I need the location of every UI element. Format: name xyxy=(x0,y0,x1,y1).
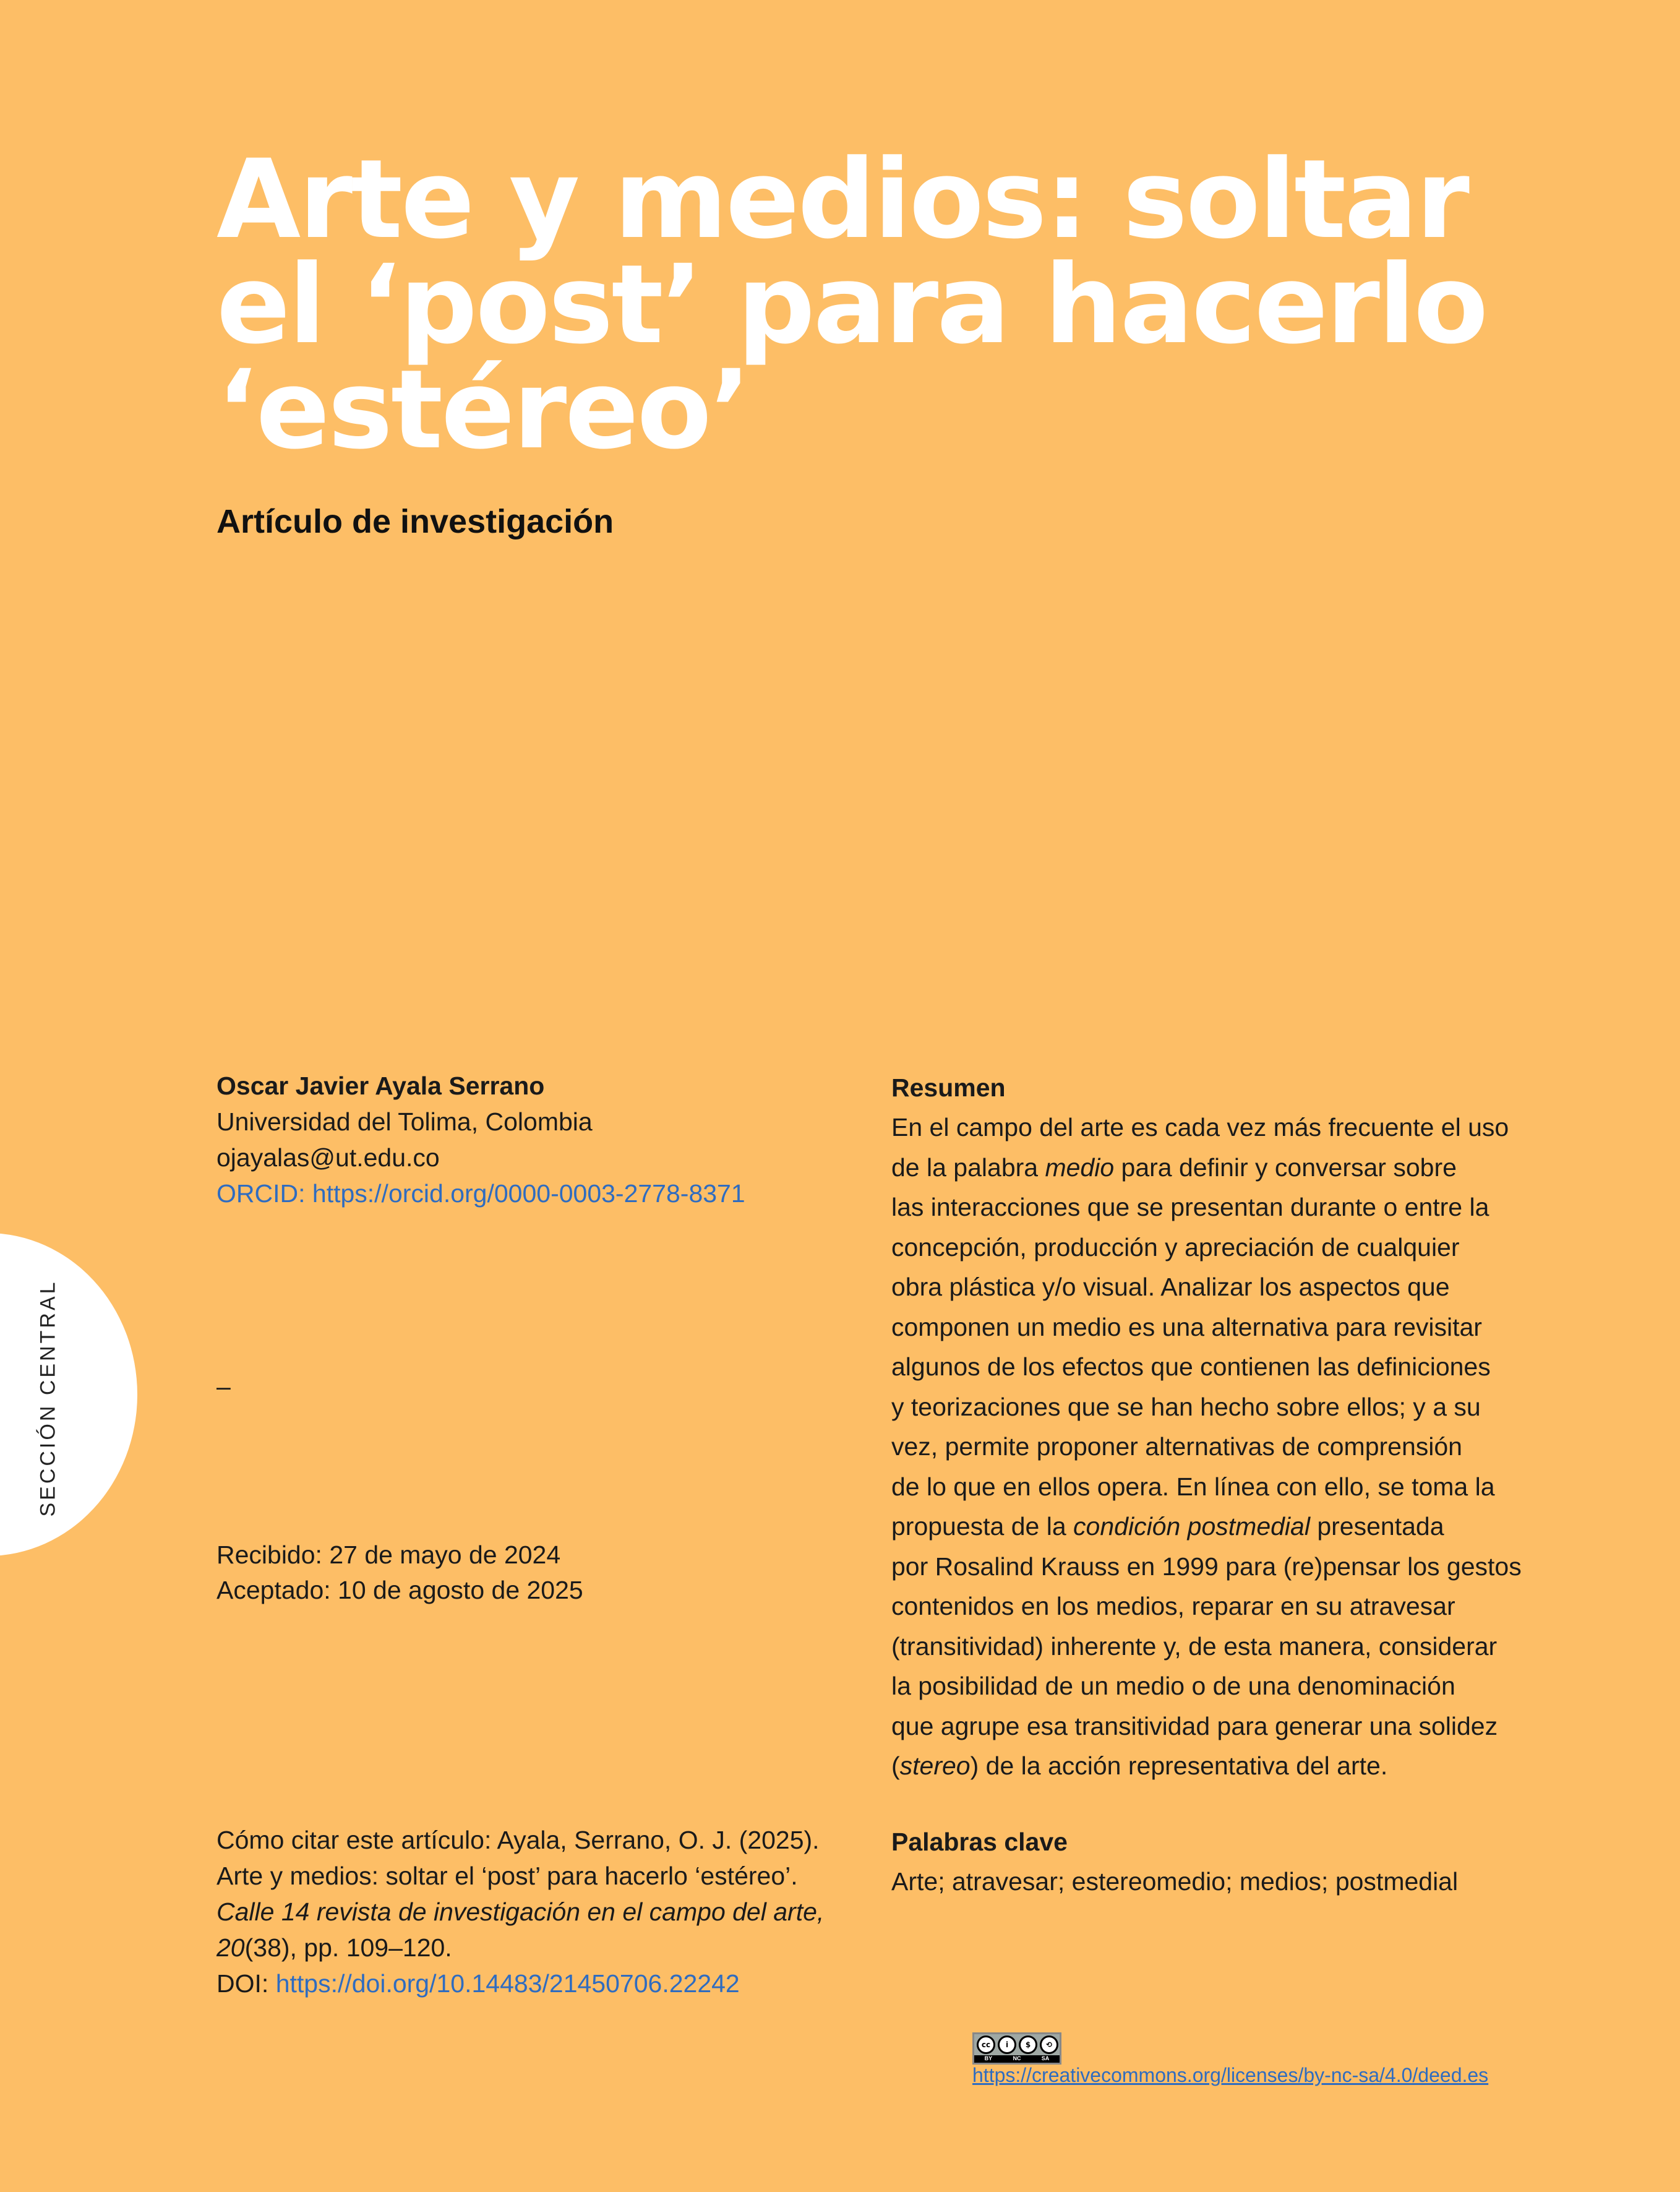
citation-volume: 20 xyxy=(216,1933,245,1962)
article-type: Artículo de investigación xyxy=(216,503,614,540)
abstract-text: propuesta de la xyxy=(891,1512,1074,1541)
author-orcid-link[interactable]: ORCID: https://orcid.org/0000-0003-2778-8371 xyxy=(216,1179,745,1208)
abstract-line xyxy=(891,1148,1535,1188)
noncommercial-icon: $ xyxy=(1019,2035,1037,2054)
received-date: Recibido: 27 de mayo de 2024 xyxy=(216,1541,561,1569)
title-line-2: el ‘post’ para hacerlo xyxy=(216,241,1487,368)
abstract-line: que agrupe esa transitividad para generar una solidez xyxy=(891,1711,1498,1740)
by-attribution-icon: i xyxy=(998,2035,1016,2054)
section-label: SECCIÓN CENTRAL xyxy=(36,1279,60,1517)
abstract-line: y teorizaciones que se han hecho sobre ellos; y a su xyxy=(891,1392,1481,1421)
abstract-line: (transitividad) inherente y, de esta manera, considerar xyxy=(891,1631,1498,1661)
creative-commons-badge[interactable] xyxy=(972,2032,1061,2065)
abstract-line: contenidos en los medios, reparar en su atravesar xyxy=(891,1592,1455,1620)
abstract-line: obra plástica y/o visual. Analizar los aspectos que xyxy=(891,1273,1450,1301)
cc-icons-row xyxy=(974,2034,1060,2055)
abstract-emphasis: condición postmedial xyxy=(1073,1512,1310,1541)
abstract-emphasis: medio xyxy=(1045,1153,1115,1182)
accepted-date: Aceptado: 10 de agosto de 2025 xyxy=(216,1576,583,1604)
abstract-line: de lo que en ellos opera. En línea con ello, se toma la xyxy=(891,1472,1495,1501)
cc-nc-text: NC xyxy=(1013,2055,1021,2061)
keywords-list: Arte; atravesar; estereomedio; medios; postmedial xyxy=(891,1867,1459,1896)
title-line-3: ‘estéreo’ xyxy=(216,346,750,473)
abstract-line: vez, permite proponer alternativas de comprensión xyxy=(891,1432,1462,1461)
keywords-heading: Palabras clave xyxy=(891,1828,1068,1856)
citation-doi xyxy=(216,1966,847,2001)
abstract-block xyxy=(891,1068,1535,1786)
dates-block xyxy=(216,1537,847,1608)
citation-journal: Calle 14 revista de investigación en el campo del arte, xyxy=(216,1898,825,1926)
separator-dash: – xyxy=(216,1372,231,1401)
sharealike-icon: ⟲ xyxy=(1040,2035,1058,2054)
section-tab-circle xyxy=(0,1233,137,1556)
license-link[interactable]: https://creativecommons.org/licenses/by-nc-sa/4.0/deed.es xyxy=(972,2064,1489,2086)
citation-line-2: Arte y medios: soltar el ‘post’ para hacerlo ‘estéreo’. xyxy=(216,1862,798,1890)
article-title xyxy=(216,136,1515,473)
author-name: Oscar Javier Ayala Serrano xyxy=(216,1072,545,1100)
doi-link[interactable]: https://doi.org/10.14483/21450706.22242 xyxy=(275,1969,740,1998)
abstract-text: para definir y conversar sobre xyxy=(1114,1153,1457,1182)
abstract-line: la posibilidad de un medio o de una denominación xyxy=(891,1672,1455,1700)
abstract-line xyxy=(891,1746,1535,1786)
abstract-text: de la palabra xyxy=(891,1153,1045,1182)
abstract-line: En el campo del arte es cada vez más frecuente el uso xyxy=(891,1113,1509,1141)
citation-issue-pages: (38), pp. 109–120. xyxy=(244,1933,452,1962)
cc-icon: cc xyxy=(977,2035,995,2054)
abstract-line xyxy=(891,1506,1535,1547)
author-affiliation: Universidad del Tolima, Colombia xyxy=(216,1107,593,1136)
abstract-text: ) de la acción representativa del arte. xyxy=(970,1751,1388,1780)
title-line-1: Arte y medios: soltar xyxy=(216,136,1468,263)
keywords-block xyxy=(891,1822,1535,1901)
citation-block xyxy=(216,1822,847,2001)
abstract-line: las interacciones que se presentan durante o entre la xyxy=(891,1193,1489,1221)
doi-label: DOI: xyxy=(216,1969,276,1998)
abstract-emphasis: stereo xyxy=(899,1751,971,1780)
author-block xyxy=(216,1068,847,1211)
cc-badge-text xyxy=(974,2054,1060,2063)
abstract-line: por Rosalind Krauss en 1999 para (re)pensar los gestos xyxy=(891,1552,1522,1581)
abstract-line: concepción, producción y apreciación de cualquier xyxy=(891,1232,1460,1261)
citation-line-4 xyxy=(216,1930,847,1966)
author-email[interactable]: ojayalas@ut.edu.co xyxy=(216,1143,440,1172)
cc-by-text: BY xyxy=(984,2055,993,2061)
abstract-line: algunos de los efectos que contienen las definiciones xyxy=(891,1352,1491,1381)
abstract-text: ( xyxy=(891,1751,900,1780)
abstract-line: componen un medio es una alternativa para revisitar xyxy=(891,1312,1482,1341)
cc-sa-text: SA xyxy=(1041,2055,1050,2061)
abstract-text: presentada xyxy=(1309,1512,1444,1541)
citation-line-1: Cómo citar este artículo: Ayala, Serrano, O. J. (2025). xyxy=(216,1826,820,1854)
abstract-heading: Resumen xyxy=(891,1073,1006,1102)
